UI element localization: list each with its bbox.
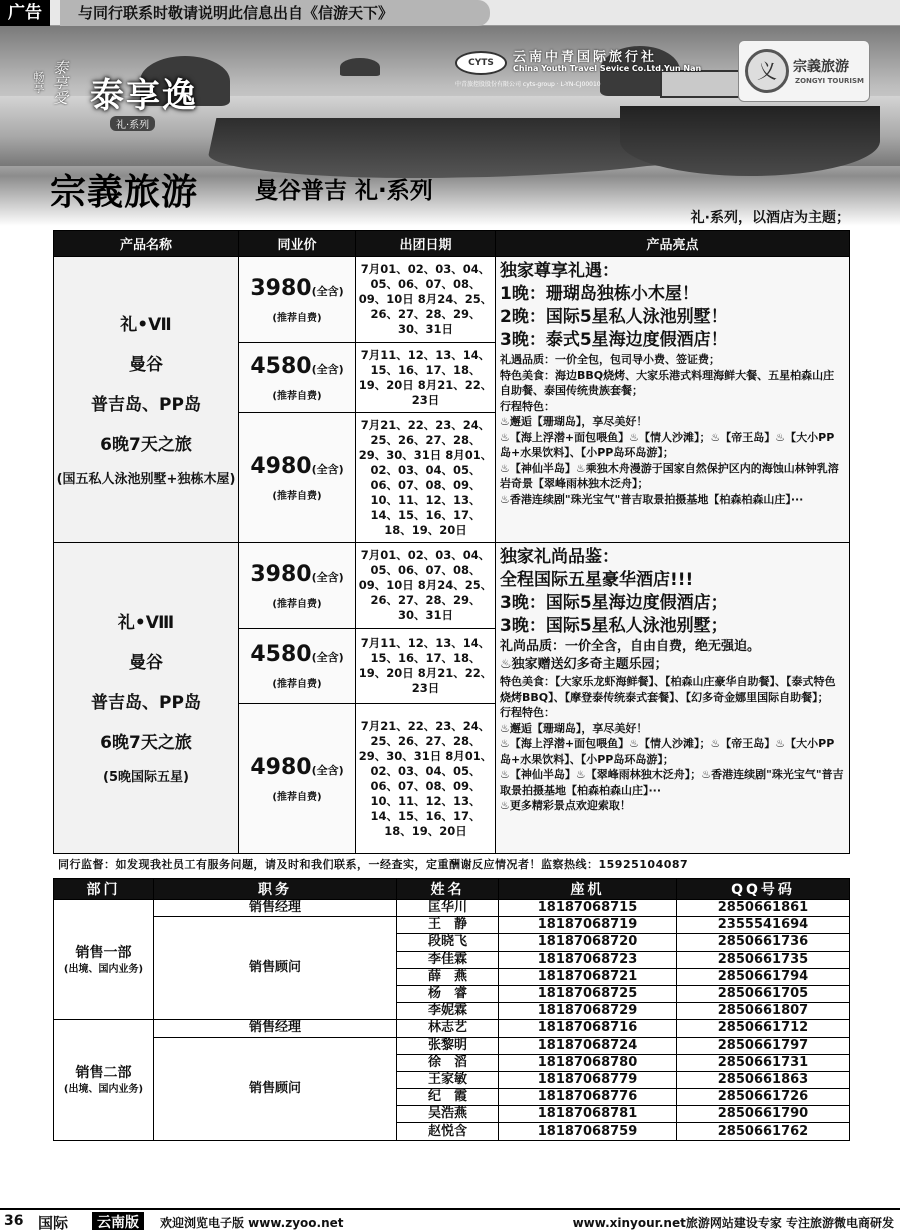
table-row	[54, 917, 850, 934]
table-row	[54, 1020, 850, 1037]
supervise-notice: 同行监督：如发现我社员工有服务问题，请及时和我们联系，一经查实，定重酬谢反应情况者！监察热线：15925104087	[58, 858, 689, 871]
agency-name-en: China Youth Travel Sevice Co.Ltd.Yun Nan	[513, 64, 702, 73]
staff-phone: 18187068781	[499, 1106, 677, 1123]
staff-name: 纪 霞	[397, 1089, 499, 1106]
product-name: 礼•Ⅷ 曼谷 普吉岛、PP岛 6晚7天之旅 (5晚国际五星)	[54, 543, 239, 854]
page-number: 36	[4, 1213, 24, 1229]
table-row	[54, 1037, 850, 1054]
staff-phone: 18187068720	[499, 934, 677, 951]
dates-cell: 7月11、12、13、14、15、16、17、18、19、20日 8月21、22、23日	[356, 343, 496, 413]
agency-license: 中青旅控股股份有限公司 cyts-group · L-YN-CJ00010	[455, 81, 601, 88]
staff-qq: 2850661807	[677, 1003, 850, 1020]
edition-badge: 云南版	[92, 1212, 144, 1230]
dept-cell: 销售二部 (出境、国内业务)	[54, 1020, 154, 1140]
role-cell: 销售顾问	[154, 917, 397, 1020]
price-cell: 4980(全含) (推荐自费)	[239, 704, 356, 854]
staff-name: 徐 滔	[397, 1054, 499, 1071]
agency-name: 云南中青国际旅行社	[513, 50, 658, 65]
staff-phone: 18187068725	[499, 985, 677, 1002]
staff-phone: 18187068780	[499, 1054, 677, 1071]
header-role: 职务	[154, 879, 397, 900]
dates-cell: 7月11、12、13、14、15、16、17、18、19、20日 8月21、22、23日	[356, 629, 496, 704]
dates-cell: 7月21、22、23、24、25、26、27、28、29、30、31日 8月01、02、03、04、05、06、07、08、09、10、11、12、13、14、15、16、17、18、19、20日	[356, 413, 496, 543]
role-cell: 销售经理	[154, 1020, 397, 1037]
header-name: 姓名	[397, 879, 499, 900]
dates-cell: 7月21、22、23、24、25、26、27、28、29、30、31日 8月01、02、03、04、05、06、07、08、09、10、11、12、13、14、15、16、17、18、19、20日	[356, 704, 496, 854]
highlights-cell: 独家礼尚品鉴： 全程国际五星豪华酒店!!! 3晚：国际5星海边度假酒店； 3晚：国际5星私人泳池别墅； 礼尚品质：一价全含，自由自费，绝无强迫。 ♨独家赠送幻多奇主题乐园； 特色美食：【大家乐龙虾海鲜餐】、【柏森山庄豪华自助餐】、【泰式特色烧烤BBQ】、【摩登泰传统泰式套餐】、【幻多奇金娜里国际自助餐】； 行程特色： ♨邂逅【珊瑚岛】，享尽美好！ ♨【海上浮潜+面包喂鱼】♨【情人沙滩】；♨【帝王岛】♨【大小PP岛+水果饮料】、【小PP岛环岛游】； ♨【神仙半岛】♨【翠峰雨林独木泛舟】；♨香港连续剧"珠光宝气"普吉取景拍摄基地【柏森柏森山庄】··· ♨更多精彩景点欢迎索取！	[496, 543, 850, 854]
section-label: 国际	[38, 1214, 69, 1230]
thai-logo: 畅享 泰享受 泰享逸 礼·系列	[32, 60, 198, 131]
staff-qq: 2850661712	[677, 1020, 850, 1037]
header-price: 同业价	[239, 231, 356, 257]
staff-qq: 2850661797	[677, 1037, 850, 1054]
staff-phone: 18187068729	[499, 1003, 677, 1020]
staff-name: 李妮霖	[397, 1003, 499, 1020]
staff-qq: 2850661762	[677, 1123, 850, 1140]
staff-phone: 18187068716	[499, 1020, 677, 1037]
staff-phone: 18187068724	[499, 1037, 677, 1054]
page-footer	[0, 1208, 900, 1230]
header-product-name: 产品名称	[54, 231, 239, 257]
staff-name: 李佳霖	[397, 951, 499, 968]
staff-phone: 18187068719	[499, 917, 677, 934]
zongyi-logo: 义 宗義旅游 ZONGYI TOURISM	[738, 40, 870, 102]
price-cell: 4980(全含) (推荐自费)	[239, 413, 356, 543]
staff-name: 林志艺	[397, 1020, 499, 1037]
staff-name: 段晓飞	[397, 934, 499, 951]
dept-cell: 销售一部 (出境、国内业务)	[54, 900, 154, 1020]
staff-qq: 2850661731	[677, 1054, 850, 1071]
role-cell: 销售经理	[154, 900, 397, 917]
staff-name: 赵悦含	[397, 1123, 499, 1140]
staff-phone: 18187068776	[499, 1089, 677, 1106]
price-cell: 3980(全含) (推荐自费)	[239, 257, 356, 343]
staff-qq: 2850661735	[677, 951, 850, 968]
promo-link[interactable]: 欢迎浏览电子版 www.zyoo.net	[160, 1216, 344, 1230]
staff-phone: 18187068723	[499, 951, 677, 968]
series-note: 礼·系列，以酒店为主题；	[690, 210, 850, 226]
header-phone: 座机	[499, 879, 677, 900]
footprint-icon: 义	[745, 49, 789, 93]
price-cell: 4580(全含) (推荐自费)	[239, 343, 356, 413]
top-bar	[0, 0, 900, 26]
staff-qq: 2355541694	[677, 917, 850, 934]
header-highlights: 产品亮点	[496, 231, 850, 257]
header-qq: QQ号码	[677, 879, 850, 900]
staff-qq: 2850661705	[677, 985, 850, 1002]
staff-qq: 2850661863	[677, 1071, 850, 1088]
staff-qq: 2850661794	[677, 968, 850, 985]
staff-qq: 2850661736	[677, 934, 850, 951]
price-cell: 3980(全含) (推荐自费)	[239, 543, 356, 629]
source-notice: 与同行联系时敬请说明此信息出自《信游天下》	[60, 0, 490, 26]
price-cell: 4580(全含) (推荐自费)	[239, 629, 356, 704]
staff-phone: 18187068759	[499, 1123, 677, 1140]
staff-name: 吴浩燕	[397, 1106, 499, 1123]
staff-qq: 2850661790	[677, 1106, 850, 1123]
dates-cell: 7月01、02、03、04、05、06、07、08、09、10日 8月24、25、26、27、28、29、30、31日	[356, 257, 496, 343]
agency-logo	[455, 46, 740, 90]
page-subtitle: 曼谷普吉 礼·系列	[255, 178, 433, 204]
highlights-cell: 独家尊享礼遇： 1晚：珊瑚岛独栋小木屋！ 2晚：国际5星私人泳池别墅！ 3晚：泰式5星海边度假酒店！ 礼遇品质：一价全包，包司导小费、签证费； 特色美食：海边BBQ烧烤、大家乐港式料理海鲜大餐、五星柏森山庄自助餐、泰国传统贵族套餐； 行程特色： ♨邂逅【珊瑚岛】，享尽美好！ ♨【海上浮潜+面包喂鱼】♨【情人沙滩】；♨【帝王岛】♨【大小PP岛+水果饮料】、【小PP岛环岛游】； ♨【神仙半岛】♨乘独木舟漫游于国家自然保护区内的海蚀山林钟乳溶岩奇景【翠峰雨林独木泛舟】； ♨香港连续剧"珠光宝气"普吉取景拍摄基地【柏森柏森山庄】···	[496, 257, 850, 543]
staff-qq: 2850661861	[677, 900, 850, 917]
header-dept: 部门	[54, 879, 154, 900]
cyts-icon: CYTS	[455, 51, 507, 75]
staff-phone: 18187068779	[499, 1071, 677, 1088]
staff-name: 杨 睿	[397, 985, 499, 1002]
table-row	[54, 257, 850, 343]
product-name: 礼•Ⅶ 曼谷 普吉岛、PP岛 6晚7天之旅 (国五私人泳池别墅+独栋木屋)	[54, 257, 239, 543]
header-dates: 出团日期	[356, 231, 496, 257]
staff-name: 匡华川	[397, 900, 499, 917]
table-row	[54, 543, 850, 629]
footer-right-link[interactable]: www.xinyour.net旅游网站建设专家 专注旅游微电商研发	[572, 1216, 894, 1230]
staff-phone: 18187068721	[499, 968, 677, 985]
staff-name: 王家敏	[397, 1071, 499, 1088]
staff-qq: 2850661726	[677, 1089, 850, 1106]
staff-table	[53, 878, 850, 1141]
ad-tag: 广告	[0, 0, 50, 26]
product-table	[53, 230, 850, 854]
dates-cell: 7月01、02、03、04、05、06、07、08、09、10日 8月24、25、26、27、28、29、30、31日	[356, 543, 496, 629]
staff-phone: 18187068715	[499, 900, 677, 917]
table-row	[54, 900, 850, 917]
staff-name: 王 静	[397, 917, 499, 934]
role-cell: 销售顾问	[154, 1037, 397, 1140]
staff-name: 薛 燕	[397, 968, 499, 985]
staff-name: 张黎明	[397, 1037, 499, 1054]
page-title: 宗義旅游	[50, 172, 199, 213]
